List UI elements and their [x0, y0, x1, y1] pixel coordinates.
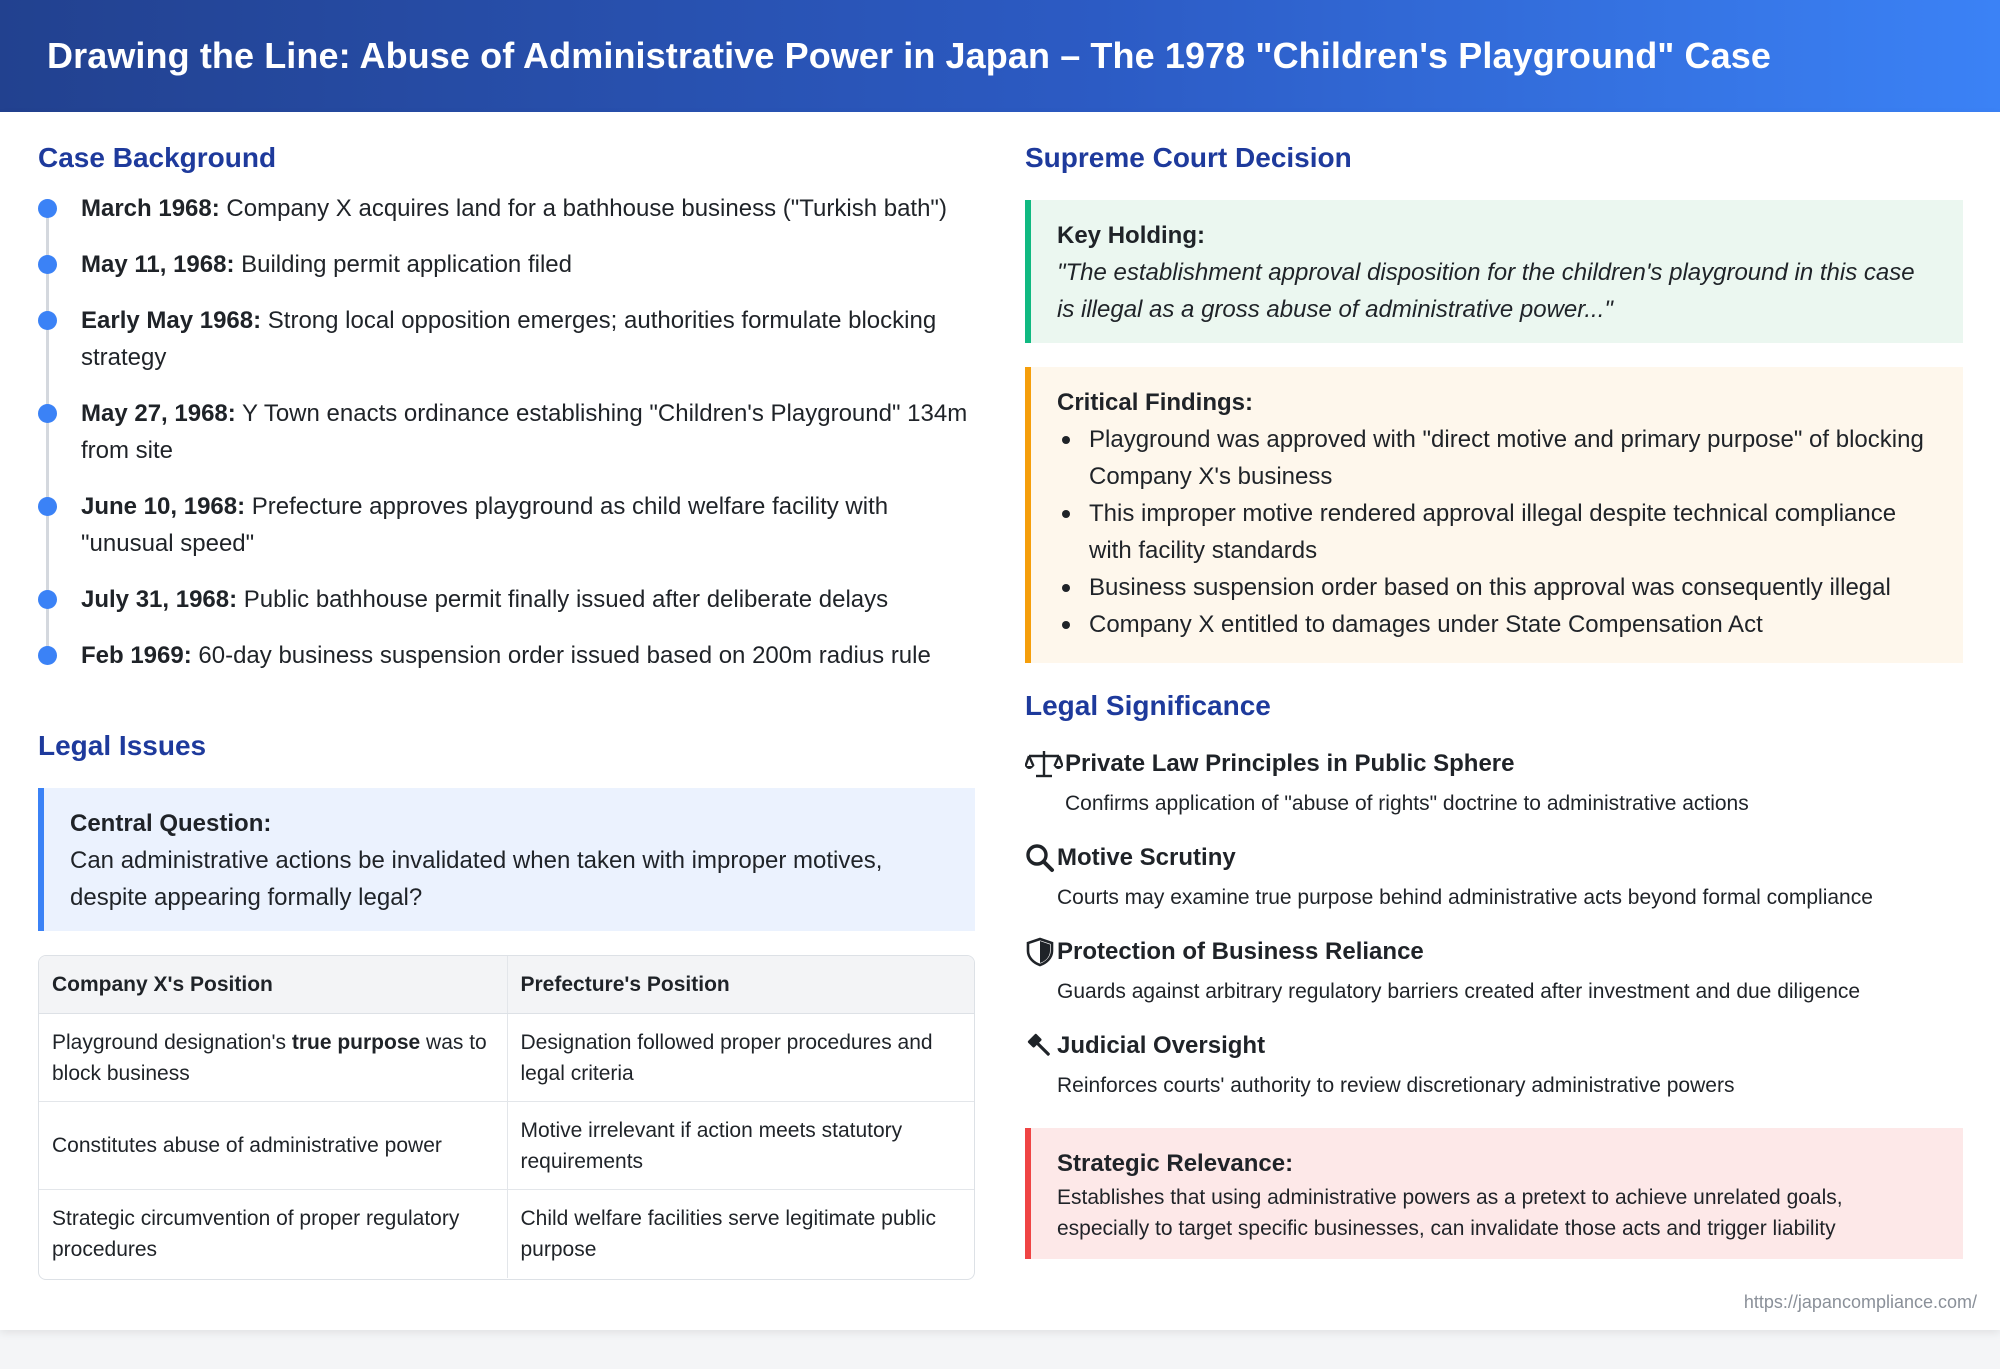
table-cell-company — [39, 1014, 507, 1101]
central-question-text: Can administrative actions be invalidated when taken with improper motives, despite appearing formally legal? — [70, 847, 883, 911]
critical-findings-label: Critical Findings: — [1057, 389, 1254, 416]
timeline-dot — [38, 646, 57, 665]
timeline-item — [37, 581, 987, 618]
key-holding-label: Key Holding: — [1057, 222, 1205, 249]
timeline-text: Company X acquires land for a bathhouse business ("Turkish bath") — [219, 195, 947, 222]
significance-item-text: Courts may examine true purpose behind administrative acts beyond formal compliance — [1057, 886, 1873, 909]
critical-findings-callout — [1025, 367, 1963, 663]
case-background-title: Case Background — [38, 142, 277, 173]
timeline-item — [37, 190, 987, 227]
significance-item-title: Judicial Oversight — [1057, 1032, 1266, 1059]
timeline-dot — [38, 404, 57, 423]
supreme-court-decision-title: Supreme Court Decision — [1025, 142, 1352, 173]
table-header — [39, 956, 974, 1014]
timeline-item — [37, 488, 987, 562]
strategic-relevance-text: Establishes that using administrative powers as a pretext to achieve unrelated goals, especially to target specific businesses, can invalidate those acts and trigger liability — [1057, 1186, 1843, 1240]
timeline-text: Public bathhouse permit finally issued after deliberate delays — [237, 586, 889, 613]
significance-heading — [1025, 747, 1965, 781]
significance-item-title: Motive Scrutiny — [1057, 844, 1236, 871]
timeline-item — [37, 637, 987, 674]
timeline-text: Strong local opposition emerges; authorities formulate blocking strategy — [81, 307, 937, 371]
table-cell-prefecture: Motive irrelevant if action meets statutory requirements — [507, 1102, 975, 1189]
timeline-dot — [38, 590, 57, 609]
legal-issues-title: Legal Issues — [38, 730, 207, 761]
case-timeline — [37, 190, 987, 674]
table-cell-company: Strategic circumvention of proper regulatory procedures — [52, 1207, 460, 1261]
significance-heading — [1025, 1029, 1965, 1063]
significance-item-text: Confirms application of "abuse of rights" doctrine to administrative actions — [1065, 792, 1749, 815]
significance-item-title: Private Law Principles in Public Sphere — [1065, 750, 1515, 777]
timeline-date: May 27, 1968: — [81, 400, 236, 427]
finding-item: This improper motive rendered approval illegal despite technical compliance with facility standards — [1057, 495, 1937, 569]
timeline-text: Building permit application filed — [234, 251, 572, 278]
significance-item — [1025, 1029, 1965, 1101]
timeline-date: July 31, 1968: — [81, 586, 238, 613]
central-question-callout — [38, 788, 975, 931]
timeline-text: Y Town enacts ordinance establishing "Children's Playground" 134m from site — [81, 400, 968, 464]
scales-icon — [1025, 749, 1063, 779]
significance-item-text: Guards against arbitrary regulatory barriers created after investment and due diligence — [1057, 980, 1861, 1003]
significance-item — [1025, 841, 1965, 913]
significance-item — [1025, 747, 1965, 819]
cell-text: Playground designation's — [52, 1030, 292, 1054]
table-row — [39, 1014, 974, 1102]
cell-emphasis: true purpose — [291, 1030, 421, 1054]
table-row — [39, 1102, 974, 1190]
timeline-item — [37, 395, 987, 469]
timeline-date: Feb 1969: — [81, 642, 192, 669]
source-url: https://japancompliance.com/ — [1743, 1292, 1977, 1312]
timeline-dot — [38, 311, 57, 330]
table-cell-prefecture: Child welfare facilities serve legitimate public purpose — [507, 1190, 975, 1278]
timeline-date: May 11, 1968: — [81, 251, 235, 278]
significance-item-title: Protection of Business Reliance — [1057, 938, 1424, 965]
table-cell-company: Constitutes abuse of administrative power — [52, 1134, 442, 1157]
timeline-date: Early May 1968: — [81, 307, 262, 334]
header-banner — [0, 0, 2000, 112]
gavel-icon — [1025, 1031, 1055, 1061]
cell-text: was to block business — [52, 1030, 487, 1085]
column-header-prefecture: Prefecture's Position — [507, 956, 975, 1013]
finding-item: Playground was approved with "direct motive and primary purpose" of blocking Company X's business — [1057, 421, 1937, 495]
timeline-dot — [38, 199, 57, 218]
significance-heading — [1025, 935, 1965, 969]
timeline-item — [37, 246, 987, 283]
timeline-dot — [38, 255, 57, 274]
shield-icon — [1025, 937, 1055, 967]
significance-item-text: Reinforces courts' authority to review discretionary administrative powers — [1057, 1074, 1735, 1097]
page-title: Drawing the Line: Abuse of Administrative Power in Japan – The 1978 "Children's Playground" Case — [47, 35, 1772, 76]
significance-heading — [1025, 841, 1965, 875]
timeline-dot — [38, 497, 57, 516]
magnifier-icon — [1025, 843, 1055, 873]
table-cell-prefecture: Designation followed proper procedures and legal criteria — [507, 1014, 975, 1101]
findings-list — [1057, 421, 1937, 643]
table-row — [39, 1190, 974, 1278]
timeline-text: 60-day business suspension order issued based on 200m radius rule — [191, 642, 931, 669]
positions-table — [38, 955, 975, 1280]
content-page — [0, 112, 2000, 1330]
legal-significance-title: Legal Significance — [1025, 690, 1271, 721]
key-holding-quote: "The establishment approval disposition for the children's playground in this case is illegal as a gross abuse of administrative power..." — [1057, 259, 1915, 323]
significance-item — [1025, 935, 1965, 1007]
finding-item: Business suspension order based on this approval was consequently illegal — [1057, 569, 1937, 606]
central-question-label: Central Question: — [70, 810, 272, 837]
finding-item: Company X entitled to damages under State Compensation Act — [1057, 606, 1937, 643]
column-header-company: Company X's Position — [52, 973, 273, 996]
timeline-date: June 10, 1968: — [81, 493, 246, 520]
timeline-item — [37, 302, 987, 376]
strategic-relevance-label: Strategic Relevance: — [1057, 1150, 1294, 1177]
timeline-text: Prefecture approves playground as child welfare facility with "unusual speed" — [81, 493, 889, 557]
timeline-date: March 1968: — [81, 195, 220, 222]
key-holding-callout — [1025, 200, 1963, 343]
strategic-relevance-callout — [1025, 1128, 1963, 1259]
